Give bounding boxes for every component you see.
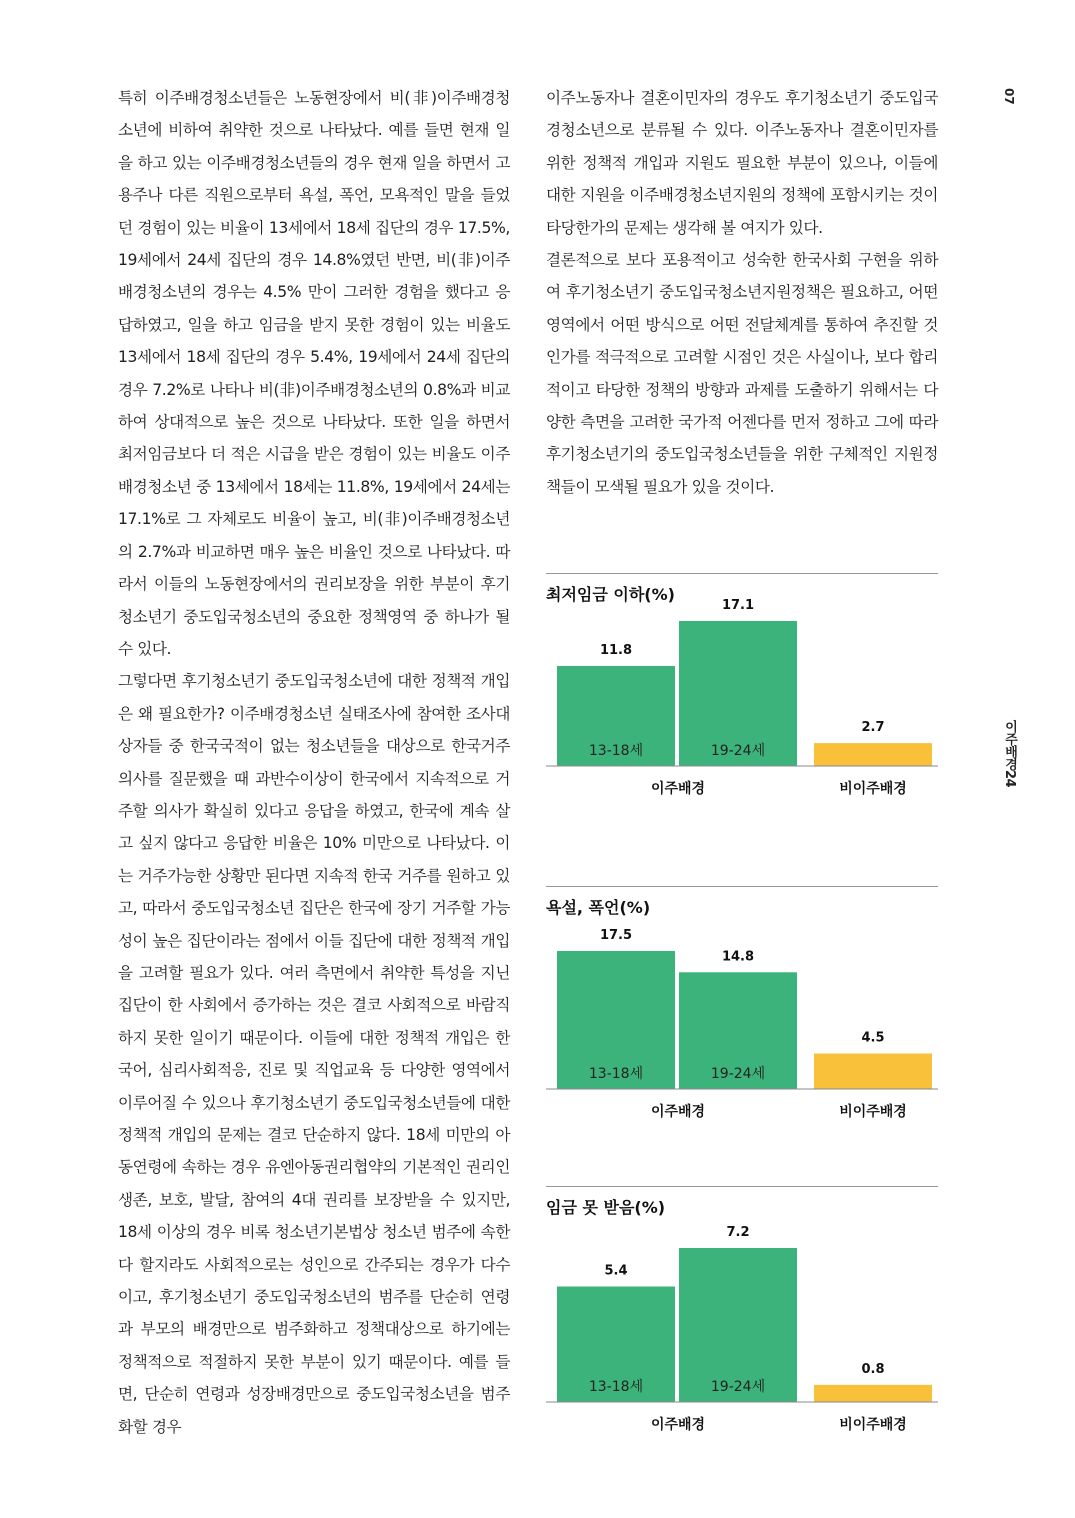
bar-value-label: 0.8: [861, 1361, 885, 1377]
bar: [814, 743, 932, 766]
bar-value-label: 5.4: [604, 1263, 628, 1279]
chart-svg: [546, 1186, 938, 1433]
group-label: 이주배경: [650, 1104, 706, 1120]
bar-age-label: 19-24세: [710, 743, 766, 759]
paragraph: 그렇다면 후기청소년기 중도입국청소년에 대한 정책적 개입은 왜 필요한가? 이주배경청소년 실태조사에 참여한 조사대상자들 중 한국국적이 없는 청소년들을 대상으로 한국거주 의사를 질문했을 때 과반수이상이 한국에서 지속적으로 거주할 의사가 확실히 있다고 응답을 하였고, 한국에 계속 살고 싶지 않다고 응답한 비율은 10% 미만으로 나타났다. 이는 거주가능한 상황만 된다면 지속적 한국 거주를 원하고 있고, 따라서 중도입국청소년 집단은 한국에 장기 거주할 가능성이 높은 집단이라는 점에서 이들 집단에 대한 정책적 개입을 고려할 필요가 있다. 여러 측면에서 취약한 특성을 지닌 집단이 한 사회에서 증가하는 것은 결코 사회적으로 바람직하지 못한 일이기 때문이다. 이들에 대한 정책적 개입은 한국어, 심리사회적응, 진로 및 직업교육 등 다양한 영역에서 이루어질 수 있으나 후기청소년기 중도입국청소년들에 대한 정책적 개입의 문제는 결코 단순하지 않다. 18세 미만의 아동연령에 속하는 경우 유엔아동권리협약의 기본적인 권리인 생존, 보호, 발달, 참여의 4대 권리를 보장받을 수 있지만, 18세 이상의 경우 비록 청소년기본법상 청소년 범주에 속한다 할지라도 사회적으로는 성인으로 간주되는 경우가 다수이고, 후기청소년기 중도입국청소년의 범주를 단순히 연령과 부모의 배경만으로 범주화하고 정책대상으로 하기에는 정책적으로 적절하지 못한 부분이 있기 때문이다. 예를 들면, 단순히 연령과 성장배경만으로 중도입국청소년을 범주화할 경우: [118, 672, 510, 1436]
group-label: 이주배경: [650, 1417, 706, 1433]
chart-minimum-wage: [546, 573, 938, 843]
paragraph: 이주노동자나 결혼이민자의 경우도 후기청소년기 중도입국경청소년으로 분류될 수 있다. 이주노동자나 결혼이민자를 위한 정책적 개입과 지원도 필요한 부분이 있으나, 이들에 대한 지원을 이주배경청소년지원의 정책에 포함시키는 것이 타당한가의 문제는 생각해 볼 여지가 있다.: [546, 89, 938, 237]
chart-verbal-abuse: [546, 886, 938, 1156]
bar-age-label: 13-18세: [588, 743, 644, 759]
group-label: 비이주배경: [839, 1104, 907, 1120]
left-text-column: [118, 82, 510, 1443]
group-label: 이주배경: [650, 781, 706, 797]
bar-value-label: 2.7: [861, 720, 885, 736]
side-running-title: 이주배경24: [1002, 720, 1017, 788]
page-number: 07: [1002, 88, 1016, 105]
paragraph: 특히 이주배경청소년들은 노동현장에서 비(非)이주배경청소년에 비하여 취약한 것으로 나타났다. 예를 들면 현재 일을 하고 있는 이주배경청소년들의 경우 현재 일을 하면서 고용주나 다른 직원으로부터 욕설, 폭언, 모욕적인 말을 들었던 경험이 있는 비율이 13세에서 18세 집단의 경우 17.5%, 19세에서 24세 집단의 경우 14.8%였던 반면, 비(非)이주배경청소년의 경우는 4.5% 만이 그러한 경험을 했다고 응답하였고, 일을 하고 임금을 받지 못한 경험이 있는 비율도 13세에서 18세 집단의 경우 5.4%, 19세에서 24세 집단의 경우 7.2%로 나타나 비(非)이주배경청소년의 0.8%과 비교하여 상대적으로 높은 것으로 나타났다. 또한 일을 하면서 최저임금보다 더 적은 시급을 받은 경험이 있는 비율도 이주배경청소년 중 13세에서 18세는 11.8%, 19세에서 24세는 17.1%로 그 자체로도 비율이 높고, 비(非)이주배경청소년의 2.7%과 비교하면 매우 높은 비율인 것으로 나타났다. 따라서 이들의 노동현장에서의 권리보장을 위한 부분이 후기청소년기 중도입국청소년의 중요한 정책영역 중 하나가 될 수 있다.: [118, 89, 510, 658]
bar-value-label: 17.1: [721, 598, 755, 613]
bar: [814, 1385, 932, 1402]
bar-value-label: 17.5: [599, 928, 633, 943]
chart-title: 최저임금 이하(%): [546, 585, 675, 604]
bar: [814, 1054, 932, 1089]
right-text-column: [546, 82, 938, 503]
group-label: 비이주배경: [839, 781, 907, 797]
chart-unpaid-wages: [546, 1186, 938, 1456]
bar-age-label: 13-18세: [588, 1066, 644, 1082]
paragraph: 결론적으로 보다 포용적이고 성숙한 한국사회 구현을 위하여 후기청소년기 중도입국청소년지원정책은 필요하고, 어떤 영역에서 어떤 방식으로 어떤 전달체계를 통하여 추진할 것인가를 적극적으로 고려할 시점인 것은 사실이나, 보다 합리적이고 타당한 정책의 방향과 과제를 도출하기 위해서는 다양한 측면을 고려한 국가적 어젠다를 먼저 정하고 그에 따라 후기청소년기의 중도입국청소년들을 위한 구체적인 지원정책들이 모색될 필요가 있을 것이다.: [546, 251, 938, 496]
bar-age-label: 19-24세: [710, 1379, 766, 1395]
chart-title: 욕설, 폭언(%): [546, 898, 651, 917]
chart-title: 임금 못 받음(%): [546, 1198, 666, 1217]
group-label: 비이주배경: [839, 1417, 907, 1433]
bar-value-label: 4.5: [861, 1030, 885, 1046]
bar-age-label: 19-24세: [710, 1066, 766, 1082]
bar-value-label: 7.2: [726, 1225, 750, 1240]
bar-value-label: 14.8: [721, 949, 755, 965]
bar-age-label: 13-18세: [588, 1379, 644, 1395]
chart-svg: [546, 886, 938, 1126]
chart-svg: [546, 573, 938, 813]
bar-value-label: 11.8: [599, 642, 633, 658]
